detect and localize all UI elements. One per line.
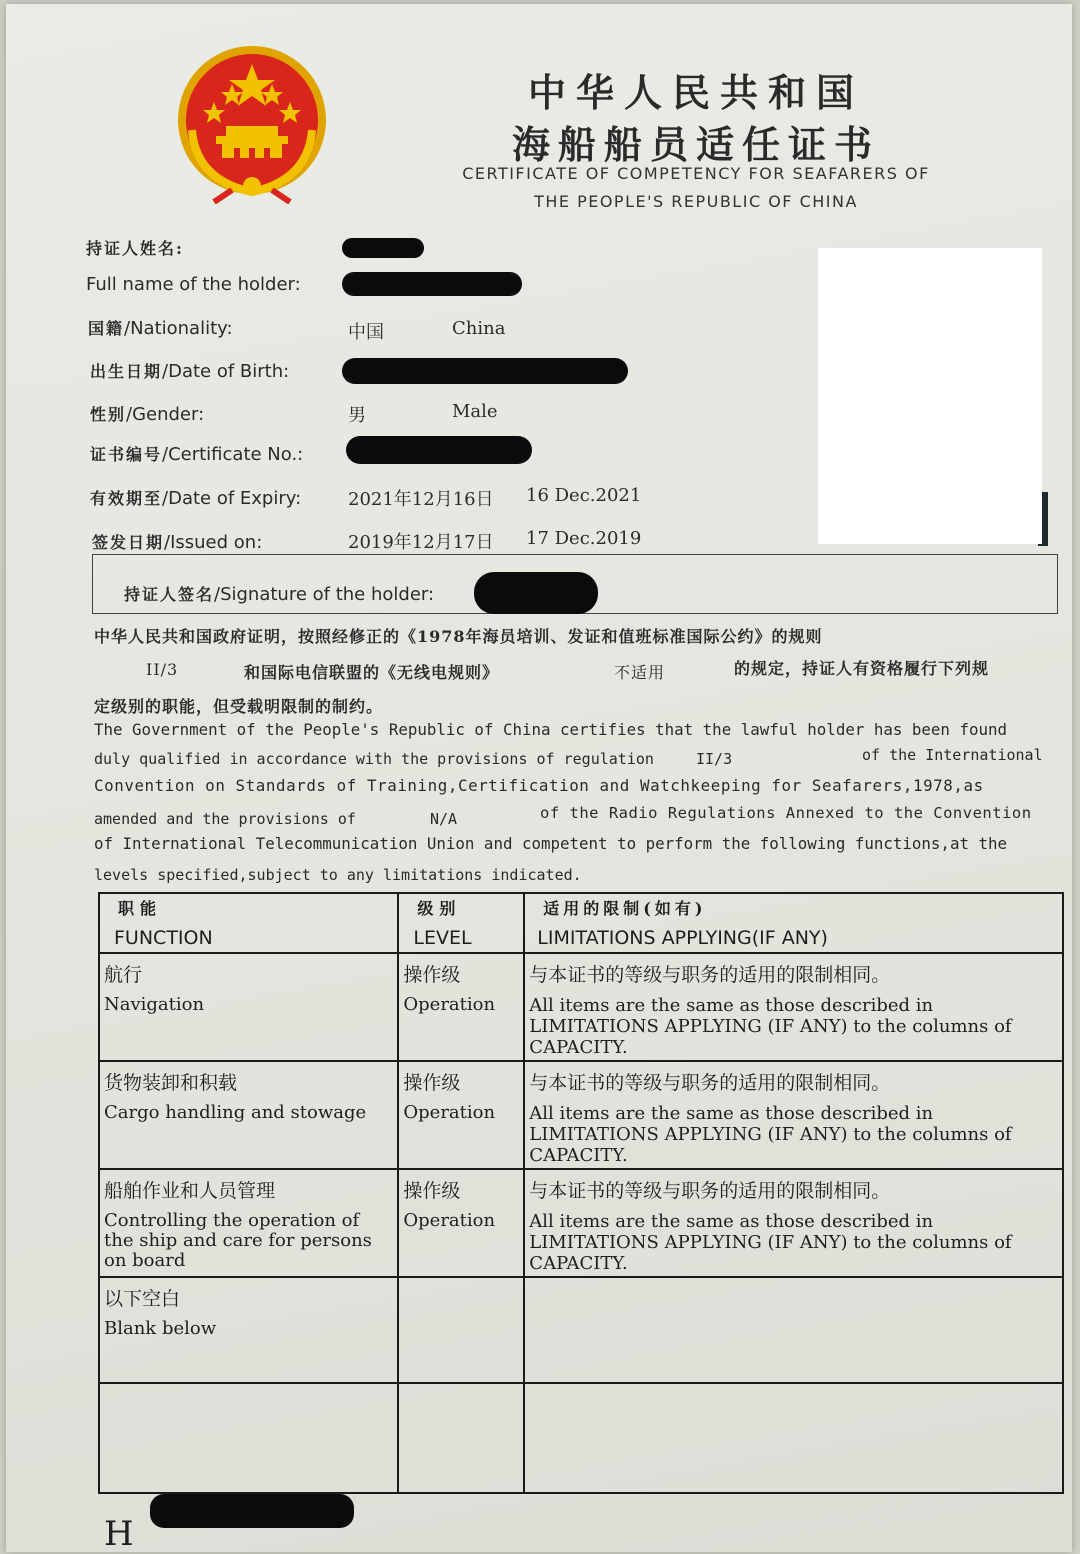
certification-en-line5: of International Telecommunication Union and competent to perform the following functions,at the: [94, 834, 1008, 853]
expiry-value-cn: 2021年12月16日: [348, 489, 494, 510]
certification-cn-line2-mid: 和国际电信联盟的《无线电规则》: [244, 663, 500, 682]
limitation-cn: 与本证书的等级与职务的适用的限制相同。: [529, 964, 891, 986]
redacted-serial-number: [150, 1494, 354, 1528]
serial-number-prefix: H: [104, 1514, 134, 1554]
redacted-name-cn: [342, 238, 424, 258]
redacted-full-name: [342, 272, 522, 296]
certification-en-line4b: of the Radio Regulations Annexed to the Convention: [540, 804, 1032, 822]
function-cn: 船舶作业和人员管理: [104, 1180, 276, 1202]
certification-cn-line2-end: 的规定，持证人有资格履行下列规: [734, 659, 990, 678]
certificate-no-label: 证书编号/Certificate No.:: [90, 444, 304, 465]
certification-en-line4a: amended and the provisions of: [94, 810, 356, 828]
issued-value-en: 17 Dec.2019: [526, 528, 642, 549]
signature-label: 持证人签名/Signature of the holder:: [124, 584, 435, 605]
expiry-value-en: 16 Dec.2021: [526, 485, 642, 506]
empty-cell: [524, 1277, 1063, 1383]
certification-en-line2a: duly qualified in accordance with the provisions of regulation: [94, 750, 654, 768]
function-en: Blank below: [104, 1318, 217, 1339]
empty-cell: [524, 1383, 1063, 1493]
certification-cn-regulation: II/3: [146, 660, 179, 679]
limitation-cn: 与本证书的等级与职务的适用的限制相同。: [529, 1072, 891, 1094]
header-level: 级别 LEVEL: [398, 893, 524, 953]
empty-cell: [398, 1383, 524, 1493]
limitation-en: All items are the same as those described in LIMITATIONS APPLYING (IF ANY) to the columns of CAPACITY.: [529, 995, 1012, 1058]
level-cn: 操作级: [403, 964, 461, 986]
certification-en-line3: Convention on Standards of Training,Certification and Watchkeeping for Seafarers,1978,as: [94, 776, 984, 795]
nationality-label: 国籍/Nationality:: [88, 318, 233, 339]
title-chinese-country: 中华人民共和国: [527, 70, 864, 115]
issued-value-cn: 2019年12月17日: [348, 532, 494, 553]
limitation-en: All items are the same as those described in LIMITATIONS APPLYING (IF ANY) to the columns of CAPACITY.: [529, 1103, 1012, 1166]
level-en: Operation: [403, 1102, 496, 1123]
national-emblem-icon: [174, 40, 330, 204]
level-en: Operation: [403, 1210, 496, 1231]
table-row-empty: [99, 1383, 1063, 1493]
function-cn: 以下空白: [104, 1288, 181, 1310]
functions-table: [98, 892, 1064, 1494]
gender-value-cn: 男: [348, 405, 366, 426]
table-row: [99, 1277, 1063, 1383]
certification-en-na: N/A: [430, 810, 458, 828]
level-en: Operation: [403, 994, 496, 1015]
certification-en-line1: The Government of the People's Republic of China certifies that the lawful holder has been found: [94, 720, 1008, 739]
function-en: Cargo handling and stowage: [104, 1102, 367, 1123]
title-chinese-certificate: 海船船员适任证书: [511, 122, 880, 167]
limitation-en: All items are the same as those described in LIMITATIONS APPLYING (IF ANY) to the columns of CAPACITY.: [529, 1211, 1012, 1274]
nationality-value-cn: 中国: [348, 322, 384, 343]
table-row: [99, 1169, 1063, 1277]
function-cn: 货物装卸和积载: [104, 1072, 238, 1094]
nationality-value-en: China: [452, 318, 506, 339]
dob-label: 出生日期/Date of Birth:: [90, 361, 290, 382]
certification-cn-not-applicable: 不适用: [614, 663, 666, 682]
certification-en-regulation: II/3: [696, 750, 733, 768]
issued-label: 签发日期/Issued on:: [92, 532, 263, 553]
gender-label: 性别/Gender:: [90, 404, 205, 425]
table-header-row: [99, 893, 1063, 953]
full-name-label: Full name of the holder:: [86, 274, 301, 295]
empty-cell: [398, 1277, 524, 1383]
holder-photo-blank: [818, 248, 1042, 544]
redacted-certificate-no: [346, 436, 532, 464]
function-cn: 航行: [104, 964, 143, 986]
level-cn: 操作级: [403, 1180, 461, 1202]
holder-name-cn-label: 持证人姓名:: [86, 239, 184, 258]
header-function: 职能 FUNCTION: [99, 893, 398, 953]
certification-en-line6: levels specified,subject to any limitations indicated.: [94, 866, 582, 884]
function-en: Controlling the operation of the ship and care for persons on board: [104, 1210, 372, 1271]
limitation-cn: 与本证书的等级与职务的适用的限制相同。: [529, 1180, 891, 1202]
redacted-dob: [342, 358, 628, 384]
gender-value-en: Male: [452, 401, 498, 422]
title-english-line1: CERTIFICATE OF COMPETENCY FOR SEAFARERS OF: [462, 164, 930, 183]
level-cn: 操作级: [403, 1072, 461, 1094]
empty-cell: [99, 1383, 398, 1493]
expiry-label: 有效期至/Date of Expiry:: [90, 488, 302, 509]
table-row: [99, 1061, 1063, 1169]
header-limitations: 适用的限制(如有) LIMITATIONS APPLYING(IF ANY): [524, 893, 1063, 953]
table-row: [99, 953, 1063, 1061]
certification-cn-line3: 定级别的职能，但受载明限制的制约。: [94, 697, 384, 716]
certificate-page: [6, 4, 1072, 1552]
function-en: Navigation: [104, 994, 205, 1015]
title-english-line2: THE PEOPLE'S REPUBLIC OF CHINA: [534, 192, 858, 211]
redacted-signature: [474, 572, 598, 614]
certification-en-line2b: of the International: [862, 746, 1043, 764]
certification-cn-line1: 中华人民共和国政府证明，按照经修正的《1978年海员培训、发证和值班标准国际公约》的规则: [94, 627, 823, 646]
